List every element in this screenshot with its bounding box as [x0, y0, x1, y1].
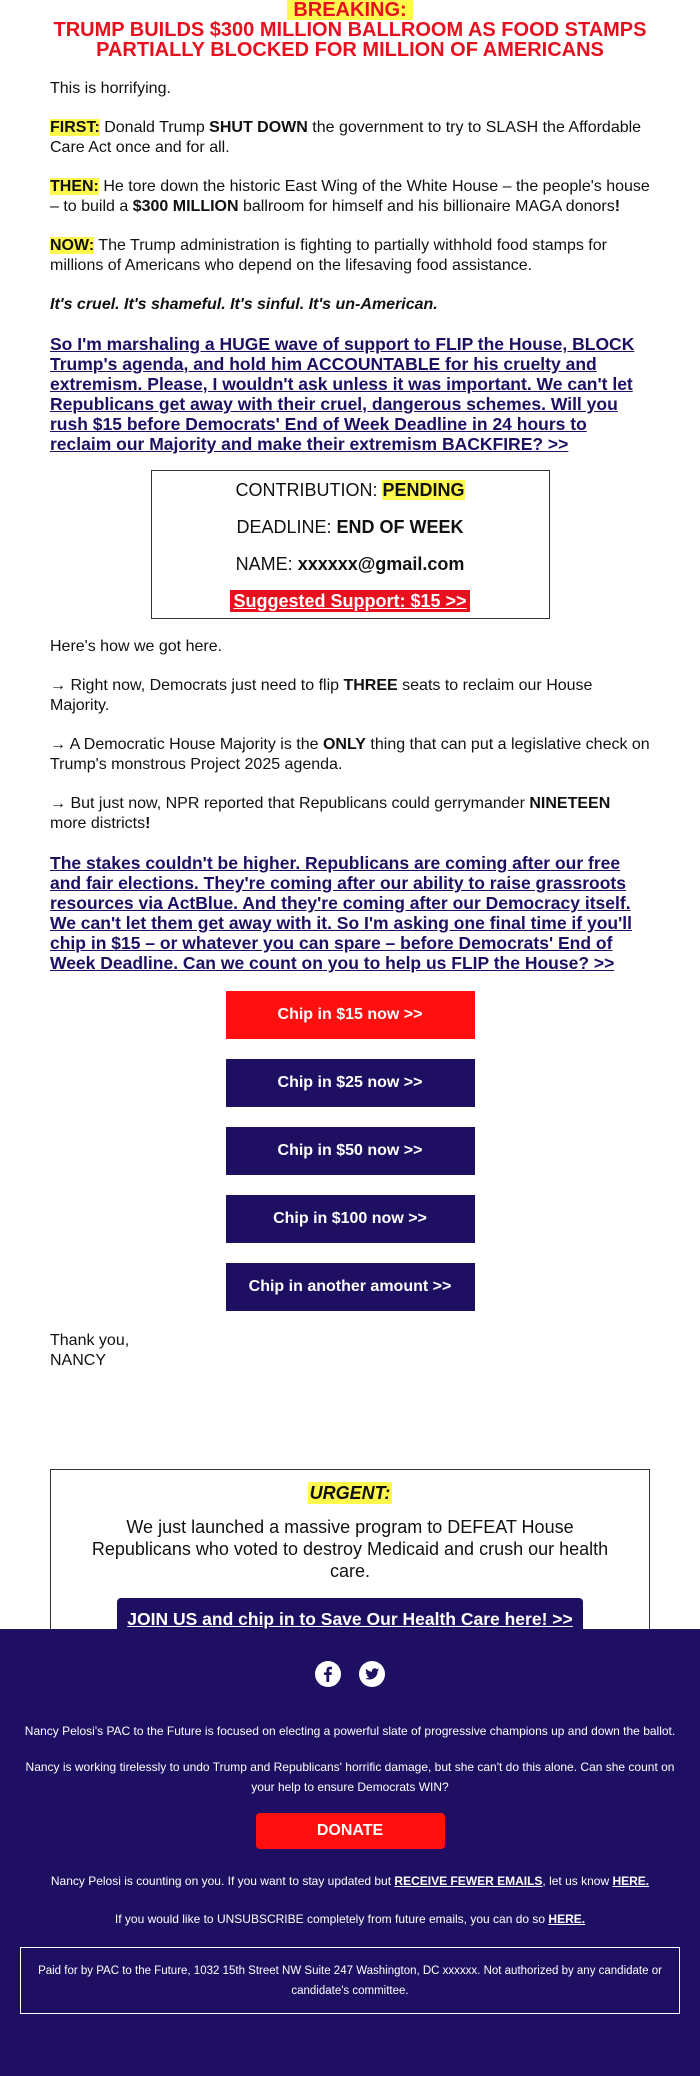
first-text-1: Donald Trump	[99, 119, 210, 136]
now-paragraph	[50, 236, 650, 276]
unsub-text-1: If you would like to UNSUBSCRIBE completely from future emails, you can do so	[114, 1912, 549, 1926]
signoff-thanks: Thank you,	[50, 1332, 130, 1349]
now-text-1: The Trump administration is fighting to partially withhold food stamps for millions of Americans who depend on the lifesaving food assistance.	[50, 237, 607, 274]
point-1-text-2: seats to reclaim our House Majority.	[50, 677, 593, 714]
chip-in-100-button[interactable]: Chip in $100 now >>	[226, 1195, 475, 1243]
contribution-row	[152, 479, 549, 501]
chip-in-50-button[interactable]: Chip in $50 now >>	[226, 1127, 475, 1175]
breaking-label: BREAKING:	[287, 0, 412, 20]
unsubscribe-text	[0, 1909, 700, 1929]
point-2-bold: ONLY	[322, 736, 366, 753]
chip-in-other-button[interactable]: Chip in another amount >>	[226, 1263, 475, 1311]
footer	[0, 1629, 700, 2076]
paid-for-disclaimer: Paid for by PAC to the Future, 1032 15th Street NW Suite 247 Washington, DC xxxxxx. Not authorized by any candidate or candidate's committee.	[20, 1947, 680, 2014]
twitter-icon[interactable]	[359, 1661, 385, 1687]
fewer-emails-text	[0, 1871, 700, 1891]
then-label: THEN:	[50, 178, 99, 195]
donate-button[interactable]: DONATE	[256, 1813, 445, 1849]
nancy-text: Nancy is working tirelessly to undo Trump and Republicans' horrific damage, but she can't do this alone. Can she count on your help to ensure Democrats WIN?	[25, 1760, 675, 1794]
fewer-text-2: , let us know	[542, 1874, 613, 1888]
social-links	[0, 1629, 700, 1691]
urgent-text: We just launched a massive program to DEFEAT House Republicans who voted to destroy Medicaid and crush our health care.	[91, 1517, 609, 1581]
suggested-row	[152, 590, 549, 612]
first-text-2: the government to try to SLASH the Affordable Care Act once and for all.	[50, 119, 642, 156]
cruel-text: It's cruel. It's shameful. It's sinful. It's un-American.	[50, 296, 438, 313]
headline	[50, 0, 650, 60]
first-bold: SHUT DOWN	[209, 119, 308, 136]
chip-in-buttons	[50, 991, 650, 1311]
point-2-text-2: thing that can put a legislative check on Trump's monstrous Project 2025 agenda.	[50, 736, 650, 773]
fewer-text-1: Nancy Pelosi is counting on you. If you want to stay updated but	[50, 1874, 395, 1888]
point-3-bold: NINETEEN	[529, 795, 611, 812]
unsubscribe-here-link[interactable]: HERE.	[548, 1912, 586, 1926]
then-bold-2: !	[614, 198, 621, 215]
deadline-row	[152, 516, 549, 538]
point-1-text-1: → Right now, Democrats just need to flip	[50, 677, 344, 694]
facebook-icon[interactable]	[315, 1661, 341, 1687]
name-row	[152, 553, 549, 575]
point-2	[50, 735, 650, 775]
chip-in-25-button[interactable]: Chip in $25 now >>	[226, 1059, 475, 1107]
then-text-1: He tore down the historic East Wing of the White House – the people's house – to build a	[50, 178, 650, 215]
contribution-box	[151, 470, 550, 619]
save-health-care-button[interactable]: JOIN US and chip in to Save Our Health Care here! >>	[117, 1598, 582, 1640]
first-paragraph	[50, 118, 650, 158]
how-we-got-here: Here's how we got here.	[50, 638, 223, 655]
then-text-2: ballroom for himself and his billionaire MAGA donors	[238, 198, 615, 215]
pac-text: Nancy Pelosi's PAC to the Future is focused on electing a powerful slate of progressive champions up and down the ballot.	[24, 1724, 676, 1738]
point-3-text-2: more districts	[50, 815, 146, 832]
name-value: xxxxxx@gmail.com	[297, 554, 465, 574]
now-label: NOW:	[50, 237, 95, 254]
deadline-value: END OF WEEK	[336, 517, 464, 537]
cruel-statement	[50, 295, 650, 315]
appeal-link-2[interactable]: The stakes couldn't be higher. Republicans are coming after our free and fair elections. They're coming after our ability to raise grassroots resources via ActBlue. And they're coming after our Democracy itself. We can't let them get away with it. So I'm asking one final time if you'll chip in $15 – or whatever you can spare – before Democrats' End of Week Deadline. Can we count on you to help us FLIP the House? >>	[50, 853, 632, 973]
first-label: FIRST:	[50, 119, 100, 136]
urgent-box	[50, 1469, 650, 1653]
appeal-link-1[interactable]: So I'm marshaling a HUGE wave of support to FLIP the House, BLOCK Trump's agenda, and hold him ACCOUNTABLE for his cruelty and extremism. Please, I wouldn't ask unless it was important. We can't let Republicans get away with their cruel, dangerous schemes. Will you rush $15 before Democrats' End of Week Deadline in 24 hours to reclaim our Majority and make their extremism BACKFIRE? >>	[50, 334, 635, 454]
intro-text: This is horrifying.	[50, 80, 171, 97]
signoff	[50, 1331, 650, 1371]
signoff-name: NANCY	[50, 1352, 107, 1369]
receive-fewer-emails-link[interactable]: RECEIVE FEWER EMAILS	[394, 1874, 543, 1888]
then-bold: $300 MILLION	[132, 198, 239, 215]
chip-in-15-button[interactable]: Chip in $15 now >>	[226, 991, 475, 1039]
fewer-emails-here-link[interactable]: HERE.	[612, 1874, 650, 1888]
deadline-label: DEADLINE:	[236, 517, 337, 537]
point-3-text-1: → But just now, NPR reported that Republicans could gerrymander	[50, 795, 530, 812]
headline-line-2: PARTIALLY BLOCKED FOR MILLION OF AMERICANS	[96, 39, 604, 61]
point-1-bold: THREE	[343, 677, 398, 694]
then-paragraph	[50, 177, 650, 217]
contribution-label: CONTRIBUTION:	[235, 480, 383, 500]
headline-line-1: TRUMP BUILDS $300 MILLION BALLROOM AS FOOD STAMPS	[53, 19, 647, 41]
suggested-support-button[interactable]: Suggested Support: $15 >>	[230, 590, 469, 612]
point-1	[50, 676, 650, 716]
contribution-status: PENDING	[382, 480, 465, 500]
name-label: NAME:	[235, 554, 298, 574]
point-3	[50, 794, 650, 834]
point-2-text-1: → A Democratic House Majority is the	[50, 736, 323, 753]
point-3-bold-2: !	[145, 815, 151, 832]
urgent-label: URGENT:	[309, 1483, 391, 1503]
